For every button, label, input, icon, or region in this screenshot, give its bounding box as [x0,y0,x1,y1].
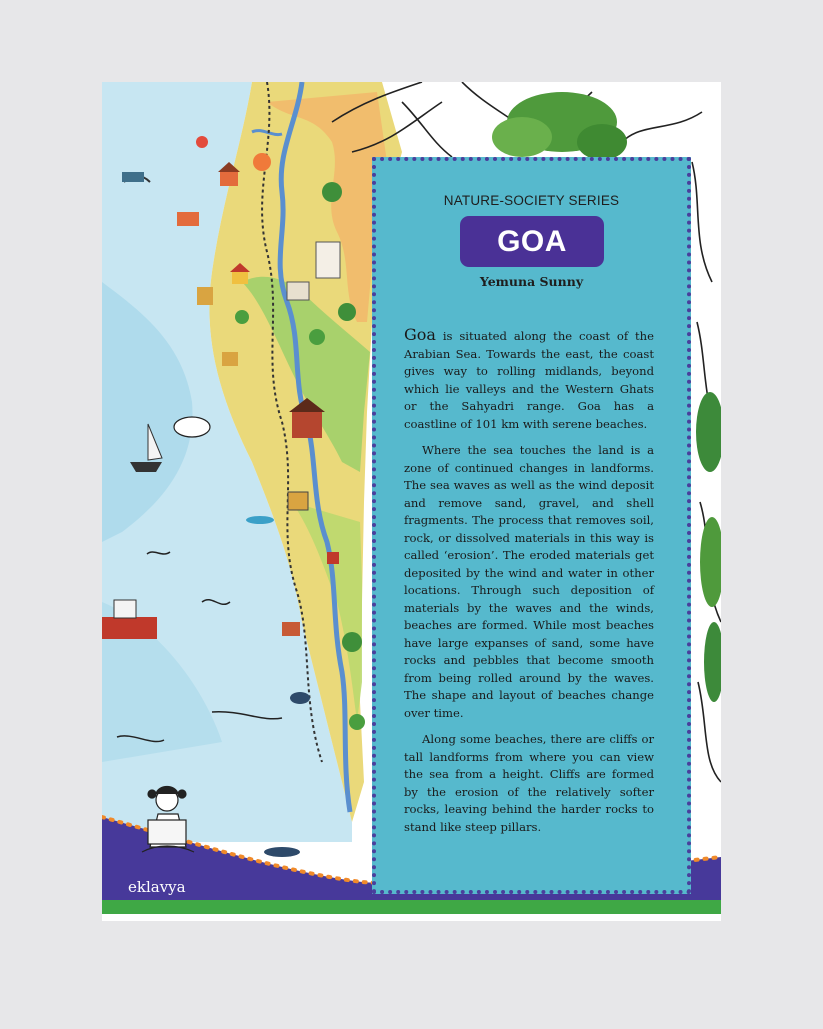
book-title: GOA [497,225,567,258]
green-strip [102,900,721,914]
paragraph-1-lead: Goa [404,325,436,344]
book-cover [102,82,721,921]
publisher-logo: eklavya [128,878,186,896]
paragraph-2: Where the sea touches the land is a zone of continued changes in landforms. The sea waves as well as the wind deposit and remove sand, gravel, and shell fragments. The process that removes soil, rock, or dissolved materials in this way is called ‘erosion’. The eroded materials get deposited by the wind and water in other locations. Through such deposition of materials by the waves and the winds, beaches are formed. While most beaches have large expanses of sand, some have rocks and pebbles that become smooth from being rolled around by the waves. The shape and layout of beaches change over time. [404,443,654,720]
title-box [460,216,604,267]
paragraph-1-rest: is situated along the coast of the Arabian Sea. Towards the east, the coast gives way to rolling midlands, beyond which lie valleys and the Western Ghats or the Sahyadri range. Goa has a coastline of 101 km with serene beaches. [404,329,654,431]
paragraph-3: Along some beaches, there are cliffs or tall landforms from where you can view the sea from a height. Cliffs are formed by the erosion of the relatively softer rocks, leaving behind the harder rocks to stand like steep pillars. [404,732,654,834]
paragraph-1 [404,326,654,433]
description-text [404,326,654,845]
author-name: Yemuna Sunny [479,274,584,289]
series-label: NATURE-SOCIETY SERIES [443,193,620,208]
text-panel-content [372,157,691,894]
